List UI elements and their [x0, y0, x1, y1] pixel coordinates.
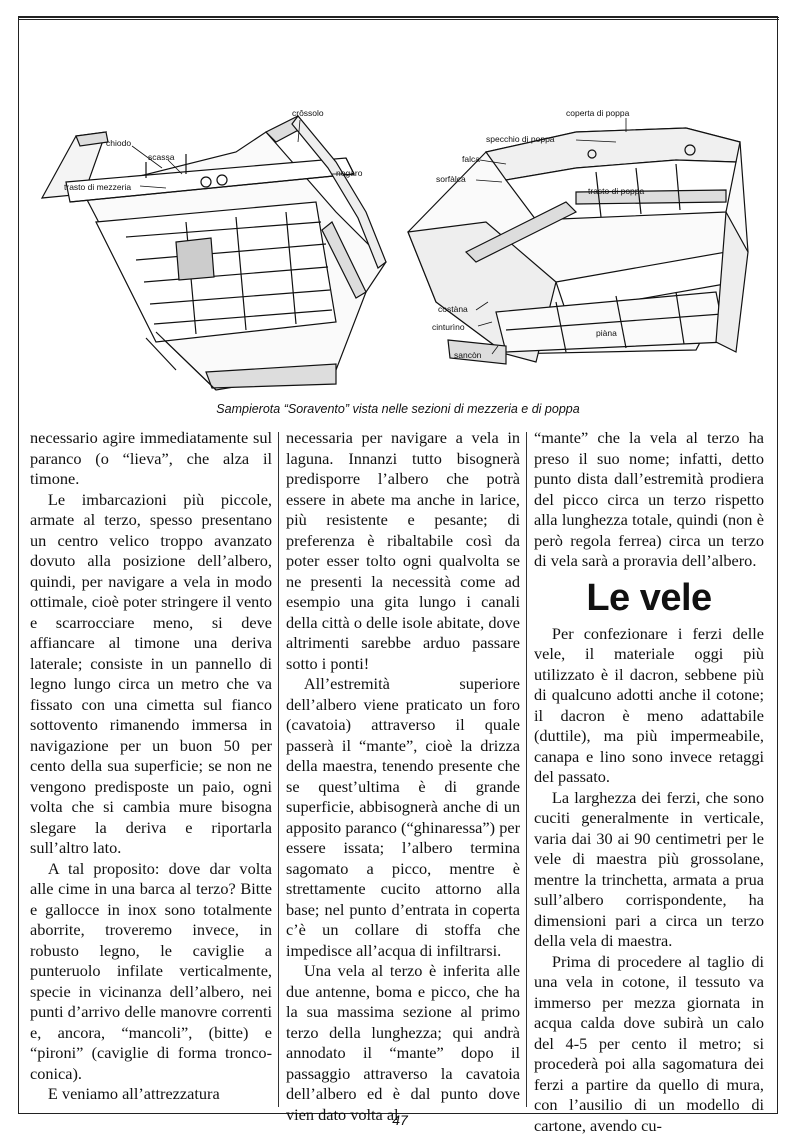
- paragraph: Per confezionare i ferzi delle vele, il materiale oggi più utilizzato è il dacron, sebbene più di qualcuno adotti anche il cotone; il dacron è meno adattabile (duttile), ma più impermeabile, canapa e lino sono invece retaggi del passato.: [534, 623, 764, 786]
- column-divider: [278, 432, 279, 1107]
- label-sancon: sancòn: [454, 350, 482, 360]
- top-rule: [19, 17, 779, 20]
- text-column-2: [286, 428, 520, 1125]
- paragraph: Una vela al terzo è inferita alle due antenne, boma e picco, che ha la sua massima sezione al primo terzo della lunghezza; qui andrà annodato il “mante” dopo il passaggio attraverso la cavatoia dell’albero ed è dal punto dove vien dato volta al: [286, 961, 520, 1124]
- boat-drawing: [36, 102, 758, 394]
- label-nogaro: nogàro: [336, 168, 363, 178]
- label-piana: piàna: [596, 328, 617, 338]
- label-sorfalca: sorfàlca: [436, 174, 466, 184]
- label-costana: costàna: [438, 304, 468, 314]
- boat-illustration: [36, 102, 758, 394]
- paragraph: Le imbarcazioni più piccole, armate al terzo, spesso presentano un centro velico troppo avanzato dovuto alla posizione dell’albero, quindi, per navigare a vela in modo ottimale, cioè poter stringere il vento e scarrocciare meno, si deve affiancare al timone una deriva laterale; consiste in un pannello di legno lungo circa un metro che va fissato con una cimetta sul fianco sottovento rimanendo immersa in navigazione per un buon 50 per cento della sua superficie; se non ne vengono predisposte un paio, ogni volta che si cambia mure bisogna slegare la deriva e riportarla sull’altro lato.: [30, 489, 272, 857]
- label-cinturino: cinturìno: [432, 322, 465, 332]
- paragraph: All’estremità superiore dell’albero viene praticato un foro (cavatoia) attraverso il quale passerà il “mante”, cioè la drizza della maestra, tenendo presente che se quest’ultima è di grande superficie, abbisognerà anche di un apposito paranco (“ghinaressa”) per essere issata; l’albero termina sagomato a picco, mentre è strettamente cucito attorno alla base; nel punto d’entrata in coperta c’è un collare di stoffa che impedisce all’acqua di infiltrarsi.: [286, 674, 520, 960]
- label-trasto-mezzeria: trasto di mezzeria: [64, 182, 132, 192]
- label-trasto-poppa: trasto di poppa: [588, 186, 645, 196]
- column-divider: [526, 432, 527, 1107]
- label-specchio-poppa: specchio di poppa: [486, 134, 555, 144]
- label-scassa: scassa: [148, 152, 175, 162]
- paragraph: “mante” che la vela al terzo ha preso il suo nome; infatti, detto punto dista dall’estremità prodiera del picco circa un terzo rispetto alla lunghezza totale, quindi (non è però regola ferrea) circa un terzo di vela sarà a proravia dell’albero.: [534, 428, 764, 570]
- label-falca: falca: [462, 154, 480, 164]
- label-coperta-poppa: coperta di poppa: [566, 108, 630, 118]
- page-number: 47: [392, 1112, 408, 1128]
- text-column-3: [534, 428, 764, 1136]
- text-column-1: [30, 428, 272, 1105]
- paragraph: necessario agire immediatamente sul paranco (o “lieva”, che alza il timone.: [30, 428, 272, 488]
- label-crossolo: crôssolo: [292, 108, 324, 118]
- paragraph: La larghezza dei ferzi, che sono cuciti generalmente in verticale, varia dai 30 ai 90 centimetri per le vele di maestra più grossolane, mentre la trinchetta, armata a prua sull’albero corrispondente, ha dimensioni pari a circa un terzo della vela di maestra.: [534, 787, 764, 950]
- paragraph: E veniamo all’attrezzatura: [47, 1084, 220, 1103]
- section-heading: Le vele: [586, 576, 712, 619]
- figure-caption: Sampierota “Soravento” vista nelle sezioni di mezzeria e di poppa: [216, 402, 580, 416]
- paragraph: necessaria per navigare a vela in laguna. Innanzi tutto bisognerà predisporre l’albero che potrà essere in abete ma anche in larice, più resistente e pesante; di preferenza è ribaltabile così da poter esser tolto ogni qualvolta se ne presenti la necessità come ad esempio una gita lungo i canali della città o delle isole abitate, dove altrimenti sarebbe arduo passare sotto i ponti!: [286, 428, 520, 673]
- paragraph: A tal proposito: dove dar volta alle cime in una barca al terzo? Bitte e gallocce in inox sono totalmente aborrite, troveremo invece, in robusto legno, le caviglie a punteruolo infilate verticalmente, specie in vicinanza dell’albero, nei punti d’arrivo delle manovre correnti e, ancora, “mancoli”, (bitte) e “pironi” (caviglie di forma tronco-conica).: [30, 858, 272, 1083]
- midship-section: [42, 116, 386, 390]
- label-chiodo: chiodo: [106, 138, 132, 148]
- paragraph: Prima di procedere al taglio di una vela in cotone, il tessuto va immerso per mezza giornata in acqua calda dove subirà un calo del 4-5 per cento il metro; si procederà poi alla sagomatura dei ferzi a partire da quello di mura, con l’ausilio di un modello di cartone, avendo cu-: [534, 951, 764, 1135]
